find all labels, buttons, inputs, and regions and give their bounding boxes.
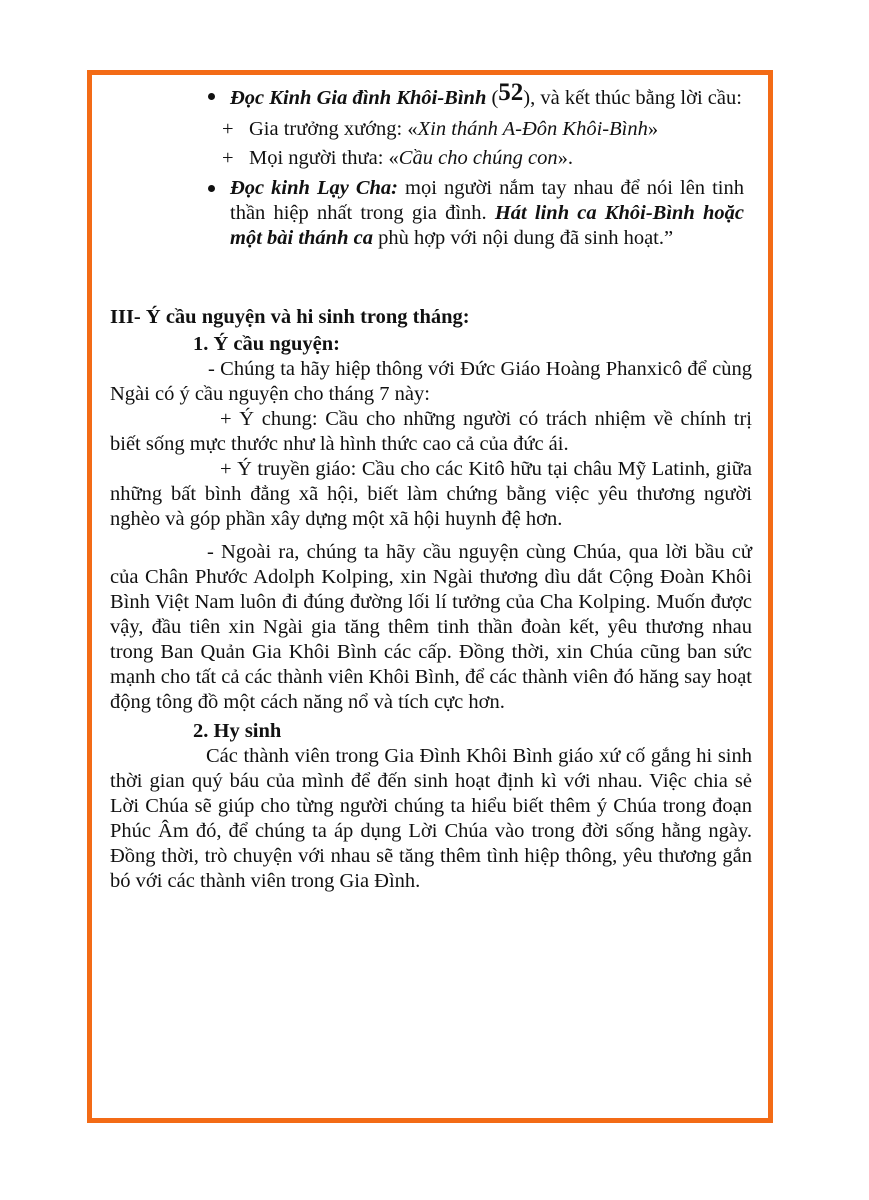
bullet-title: Đọc Kinh Gia đình Khôi-Bình: [230, 87, 487, 109]
plus-label: Mọi người thưa: «: [249, 147, 399, 169]
document-body: [110, 79, 752, 894]
sub-heading-sacrifice: 2. Hy sinh: [193, 720, 282, 742]
bullet-dot-icon: [208, 93, 215, 100]
paragraph-communion: - Chúng ta hãy hiệp thông với Đức Giáo Hoàng Phanxicô để cùng Ngài có ý cầu nguyện cho tháng 7 này:: [110, 358, 752, 405]
sub-heading-prayer: 1. Ý cầu nguyện:: [193, 333, 340, 355]
bullet-dot-icon: [208, 185, 215, 192]
bullet-emphasis: Hát linh ca Khôi-Bình hoặc một bài thánh ca: [230, 202, 745, 249]
bullet-title: Đọc kinh Lạy Cha:: [230, 177, 399, 199]
plus-end: »: [647, 118, 659, 140]
bullet-item-family-prayer: [110, 79, 752, 111]
plus-end: ».: [557, 147, 574, 169]
paragraph-general-intention: + Ý chung: Cầu cho những người có trách nhiệm về chính trị biết sống mực thước như là hình thức cao cả của đức ái.: [110, 408, 752, 455]
footnote-ref: 52: [498, 79, 524, 106]
bullet-item-our-father: [110, 176, 752, 251]
plus-item-leader: [110, 117, 752, 142]
plus-italic: Cầu cho chúng con: [398, 147, 558, 169]
paragraph-mission-intention: + Ý truyền giáo: Cầu cho các Kitô hữu tại châu Mỹ Latinh, giữa những bất bình đẳng xã hội, biết làm chứng bằng việc yêu thương người nghèo và góp phần xây dựng một xã hội huynh đệ hơn.: [110, 458, 752, 530]
plus-item-response: [110, 146, 752, 171]
plus-mark: +: [222, 118, 234, 140]
section-heading: III- Ý cầu nguyện và hi sinh trong tháng:: [110, 306, 470, 328]
bullet-text: ), và kết thúc bằng lời cầu:: [523, 87, 742, 109]
paragraph-kolping: - Ngoài ra, chúng ta hãy cầu nguyện cùng Chúa, qua lời bầu cử của Chân Phước Adolph Kolping, xin Ngài thương dìu dắt Cộng Đoàn Khôi Bình Việt Nam luôn đi đúng đường lối lí tưởng của Cha Kolping. Muốn được vậy, đầu tiên xin Ngài gia tăng thêm tinh thần đoàn kết, yêu thương nhau trong Ban Quản Gia Khôi Bình các cấp. Đồng thời, xin Chúa cũng ban sức mạnh cho tất cả các thành viên Khôi Bình, để các thành viên đó hăng say hoạt động tông đồ một cách năng nổ và tích cực hơn.: [110, 541, 752, 713]
plus-label: Gia trưởng xướng: «: [249, 118, 418, 140]
paren-open: (: [486, 87, 499, 109]
plus-mark: +: [222, 147, 234, 169]
paragraph-sacrifice: Các thành viên trong Gia Đình Khôi Bình giáo xứ cố gắng hi sinh thời gian quý báu của mình để đến sinh hoạt định kì với nhau. Việc chia sẻ Lời Chúa sẽ giúp cho từng người chúng ta hiểu biết thêm ý Chúa trong đoạn Phúc Âm đó, để chúng ta áp dụng Lời Chúa vào trong đời sống hằng ngày. Đồng thời, trò chuyện với nhau sẽ tăng thêm tình hiệp thông, yêu thương gắn bó với các thành viên trong Gia Đình.: [110, 745, 752, 892]
plus-italic: Xin thánh A-Đôn Khôi-Bình: [417, 118, 648, 140]
bullet-text: phù hợp với nội dung đã sinh hoạt.”: [372, 227, 674, 249]
bullet-text: mọi người nắm tay nhau để nói lên tinh thần hiệp nhất trong gia đình.: [230, 177, 744, 224]
